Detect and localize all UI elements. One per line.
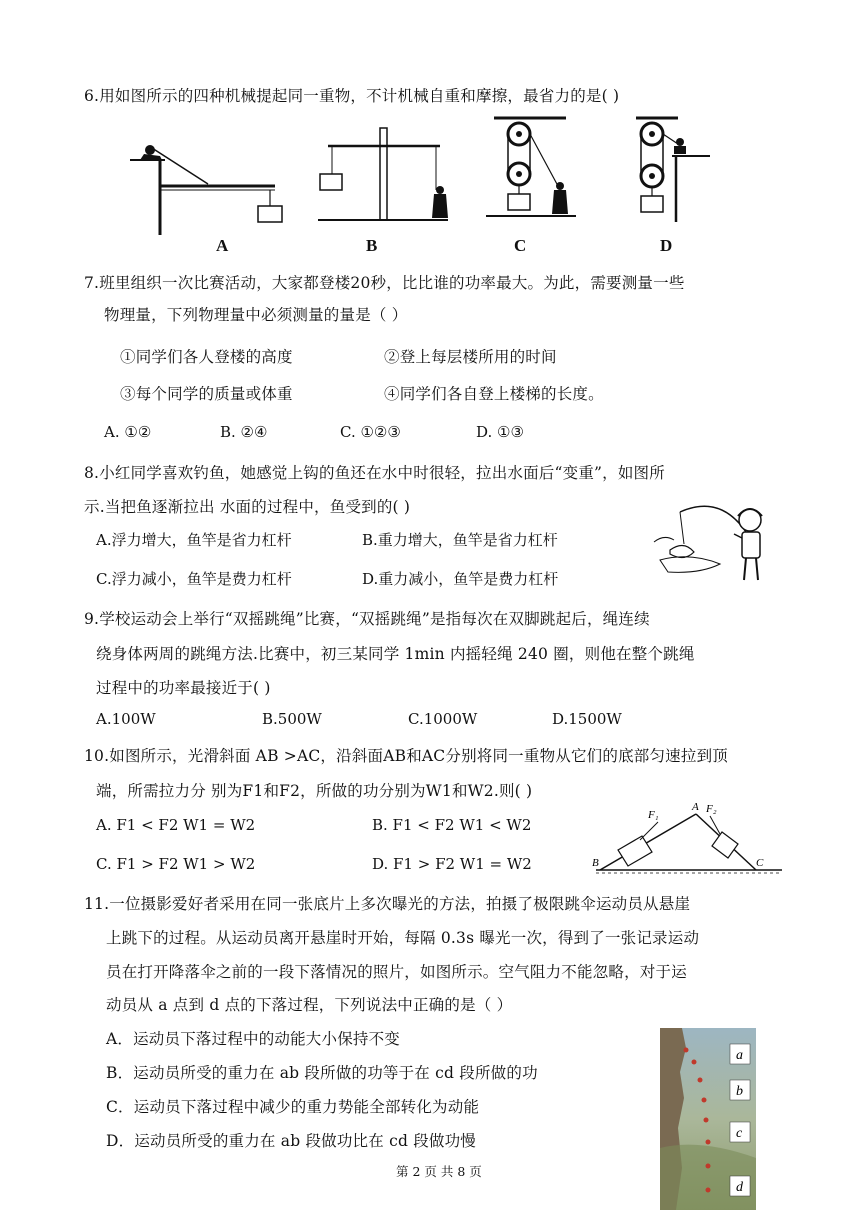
- q10-option-a: A. F1 < F2 W1 = W2: [96, 816, 256, 834]
- q10-stem-line1: 10.如图所示，光滑斜面 AB >AC，沿斜面AB和AC分别将同一重物从它们的底部匀速拉到顶: [84, 747, 728, 765]
- q11-option-b: B．运动员所受的重力在 ab 段所做的功等于在 cd 段所做的功: [106, 1064, 538, 1082]
- q9-option-d: D.1500W: [552, 710, 622, 728]
- q7-item1: ①同学们各人登楼的高度: [120, 348, 293, 366]
- q11-stem-line4: 动员从 a 点到 d 点的下落过程，下列说法中正确的是（ ）: [106, 996, 513, 1014]
- q6-figure-b: [318, 128, 448, 223]
- q6-figure-d: [630, 112, 720, 222]
- q8-fishing-figure: [650, 492, 770, 587]
- q10-label-c: C: [756, 857, 764, 869]
- q7-item4: ④同学们各自登上楼梯的长度。: [384, 385, 604, 403]
- q6-label-c: C: [514, 236, 527, 255]
- q7-option-c: C. ①②③: [340, 423, 401, 441]
- q6-figure-a: [130, 140, 290, 235]
- q7-stem-line1: 7.班里组织一次比赛活动，大家都登楼20秒，比比谁的功率最大。为此，需要测量一些: [84, 274, 685, 292]
- q8-option-d: D.重力减小，鱼竿是费力杠杆: [362, 570, 559, 588]
- q8-option-c: C.浮力减小，鱼竿是费力杠杆: [96, 570, 292, 588]
- q11-label-c: c: [736, 1126, 743, 1141]
- q10-option-d: D. F1 > F2 W1 = W2: [372, 855, 532, 873]
- q10-label-f1: F₁: [648, 809, 659, 821]
- q7-option-a: A. ①②: [104, 423, 152, 441]
- q9-option-b: B.500W: [262, 710, 322, 728]
- q11-stem-line2: 上跳下的过程。从运动员离开悬崖时开始，每隔 0.3s 曝光一次，得到了一张记录运动: [106, 929, 700, 947]
- q11-label-b: b: [736, 1084, 743, 1099]
- q7-item3: ③每个同学的质量或体重: [120, 385, 293, 403]
- q10-incline-figure: [586, 800, 786, 880]
- q9-option-a: A.100W: [96, 710, 156, 728]
- page-footer: 第 2 页 共 8 页: [396, 1164, 482, 1179]
- q11-label-a: a: [736, 1048, 743, 1063]
- q6-label-a: A: [216, 236, 229, 255]
- q6-label-d: D: [660, 236, 673, 255]
- q6-stem: 6.用如图所示的四种机械提起同一重物，不计机械自重和摩擦，最省力的是( ): [84, 87, 620, 105]
- q8-stem-line2: 示.当把鱼逐渐拉出 水面的过程中，鱼受到的( ): [84, 498, 411, 516]
- q9-option-c: C.1000W: [408, 710, 478, 728]
- q7-item2: ②登上每层楼所用的时间: [384, 348, 557, 366]
- q6-label-b: B: [366, 236, 378, 255]
- q9-stem-line1: 9.学校运动会上举行“双摇跳绳”比赛，“双摇跳绳”是指每次在双脚跳起后，绳连续: [84, 610, 650, 628]
- q11-label-d: d: [736, 1180, 743, 1195]
- q10-option-b: B. F1 < F2 W1 < W2: [372, 816, 532, 834]
- q8-option-a: A.浮力增大，鱼竿是省力杠杆: [96, 531, 292, 549]
- q8-stem-line1: 8.小红同学喜欢钓鱼，她感觉上钩的鱼还在水中时很轻，拉出水面后“变重”，如图所: [84, 464, 665, 482]
- q7-option-d: D. ①③: [476, 423, 524, 441]
- q10-label-f2: F₂: [706, 803, 717, 815]
- q10-stem-line2: 端，所需拉力分 别为F1和F2，所做的功分别为W1和W2.则( ): [96, 782, 533, 800]
- q9-stem-line2: 绕身体两周的跳绳方法.比赛中，初三某同学 1min 内摇轻绳 240 圈，则他在整个跳绳: [96, 645, 695, 663]
- q11-option-d: D．运动员所受的重力在 ab 段做功比在 cd 段做功慢: [106, 1132, 477, 1150]
- q10-option-c: C. F1 > F2 W1 > W2: [96, 855, 256, 873]
- q11-skydiver-photo: [660, 1028, 756, 1210]
- q11-option-c: C．运动员下落过程中减少的重力势能全部转化为动能: [106, 1098, 480, 1116]
- q11-stem-line3: 员在打开降落伞之前的一段下落情况的照片，如图所示。空气阻力不能忽略，对于运: [106, 963, 687, 981]
- q7-stem-line2: 物理量，下列物理量中必须测量的量是（ ）: [104, 306, 408, 324]
- q11-option-a: A．运动员下落过程中的动能大小保持不变: [106, 1030, 400, 1048]
- q10-label-a: A: [692, 801, 699, 813]
- q8-option-b: B.重力增大，鱼竿是省力杠杆: [362, 531, 558, 549]
- q7-option-b: B. ②④: [220, 423, 268, 441]
- q10-label-b: B: [592, 857, 599, 869]
- q9-stem-line3: 过程中的功率最接近于( ): [96, 679, 271, 697]
- q6-figure-c: [486, 112, 576, 222]
- q11-stem-line1: 11.一位摄影爱好者采用在同一张底片上多次曝光的方法，拍摄了极限跳伞运动员从悬崖: [84, 895, 691, 913]
